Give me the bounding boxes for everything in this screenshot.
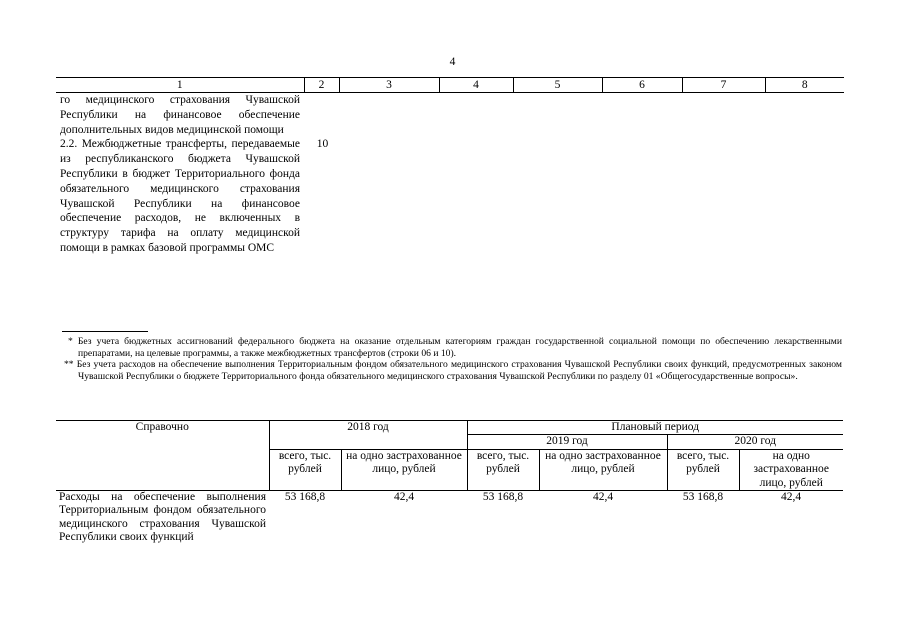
year-2019-header: 2019 год <box>467 435 667 449</box>
planned-period-header: Плановый период <box>467 421 843 435</box>
value-cell: 42,4 <box>780 491 802 504</box>
page-number: 4 <box>449 56 456 68</box>
total-header: всего, тыс. рублей <box>467 449 539 490</box>
row-code <box>304 93 339 138</box>
value-cell: 53 168,8 <box>482 491 524 504</box>
row-name: го медицинского страхования Чувашской Республики на финансовое обеспечение дополнительных видов медицинской помощи <box>60 94 300 136</box>
year-2020-header: 2020 год <box>667 435 843 449</box>
value-cell: 53 168,8 <box>682 491 724 504</box>
column-number-row <box>56 78 844 93</box>
value-cell: 42,4 <box>592 491 614 504</box>
footnote: ** Без учета расходов на обеспечение выполнения Территориальным фондом обязательного медицинского страхования Чувашской Республики своих функций, предусмотренных законом Чувашской Республики о бюджете Территориального фонда обязательного медицинского страхования Чувашской Республики по разделу 01 «Общегосударственные вопросы». <box>64 359 842 382</box>
footnote: * Без учета бюджетных ассигнований федерального бюджета на оказание отдельным категориям граждан государственной социальной помощи по обеспечению лекарственными препаратами, на целевые программы, а также межбюджетных трансфертов (строки 06 и 10). <box>68 336 842 359</box>
row-name: 2.2. Межбюджетные трансферты, передаваемые из республиканского бюджета Чувашской Республики в бюджет Территориального фонда обязательного медицинского страхования Чувашской Республики на финансовое обеспечение расходов, не включенных в структуру тарифа на оплату медицинской помощи в рамках базовой программы ОМС <box>60 138 300 254</box>
column-number: 2 <box>304 78 339 93</box>
per-person-header: на одно застрахованное лицо, рублей <box>739 449 843 490</box>
per-person-header: на одно застрахованное лицо, рублей <box>539 449 667 490</box>
table-row <box>56 93 844 138</box>
total-header: всего, тыс. рублей <box>269 449 341 490</box>
per-person-header: на одно застрахованное лицо, рублей <box>341 449 467 490</box>
total-header: всего, тыс. рублей <box>667 449 739 490</box>
footnote-divider <box>62 331 148 332</box>
value-cell: 42,4 <box>393 491 415 504</box>
table-row <box>56 491 843 545</box>
column-number: 6 <box>602 78 682 93</box>
main-table <box>56 77 844 256</box>
row-label: Расходы на обеспечение выполнения Территориальным фондом обязательного медицинского страхования Чувашской Республики своих функций <box>56 491 269 545</box>
footnotes <box>62 336 842 382</box>
reference-header: Справочно <box>56 421 269 491</box>
value-cell: 53 168,8 <box>284 491 326 504</box>
column-number: 3 <box>339 78 439 93</box>
year-2018-header: 2018 год <box>269 421 467 450</box>
row-code: 10 <box>316 138 329 151</box>
column-number: 5 <box>513 78 602 93</box>
column-number: 7 <box>682 78 765 93</box>
table-row <box>56 137 844 255</box>
reference-table <box>56 420 843 545</box>
column-number: 8 <box>765 78 844 93</box>
column-number: 1 <box>56 78 304 93</box>
column-number: 4 <box>439 78 513 93</box>
